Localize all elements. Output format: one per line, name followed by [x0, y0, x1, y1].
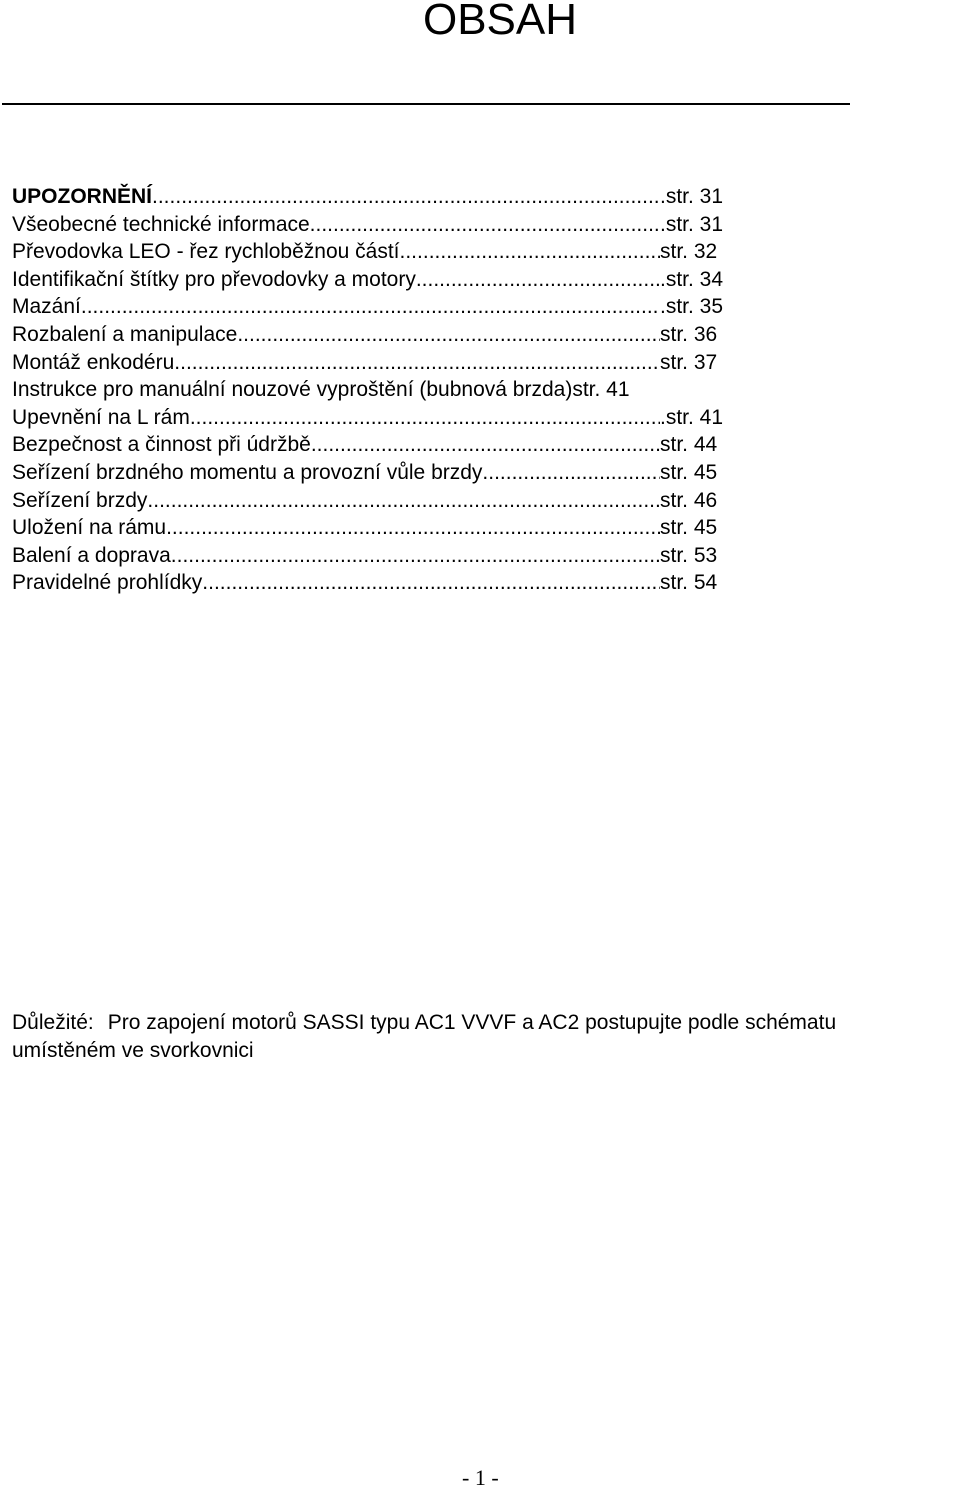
toc-entry: [12, 542, 742, 570]
toc-entry-page: str. 46: [660, 488, 718, 512]
toc-entry-page: str. 45: [660, 460, 718, 484]
note-text: Pro zapojení motorů SASSI typu AC1 VVVF a AC2 postupujte podle schématu: [107, 1011, 837, 1034]
toc-entry-page: str. 36: [660, 322, 718, 346]
toc-entry-page: str. 32: [660, 240, 718, 264]
toc-entry-title: Bezpečnost a činnost při údržbě: [12, 433, 311, 457]
toc-leader: [81, 293, 660, 321]
title-divider: [2, 103, 850, 105]
toc-entry-page: .str. 41: [660, 405, 724, 429]
toc-entry: [12, 431, 742, 459]
page-number: - 1 -: [462, 1465, 499, 1490]
note-line-1: [12, 1009, 960, 1037]
toc-entry-title: Převodovka LEO - řez rychloběžnou částí: [12, 240, 400, 264]
toc-leader: [416, 266, 660, 294]
page-title: OBSAH: [422, 0, 578, 44]
toc-entry: [12, 459, 742, 487]
important-note: [12, 1009, 960, 1065]
toc-entry-title: Identifikační štítky pro převodovky a motory: [12, 267, 416, 291]
toc-entry: [12, 321, 742, 349]
toc-entry-title: Balení a doprava: [12, 543, 171, 567]
toc-entry: [12, 211, 742, 239]
toc-entry: [12, 238, 742, 266]
toc-leader: [190, 404, 660, 432]
toc-entry: [12, 404, 742, 432]
note-line-2: umístěném ve svorkovnici: [12, 1039, 254, 1062]
toc-entry: [12, 514, 742, 542]
toc-leader: [310, 211, 660, 239]
toc-entry: [12, 569, 742, 597]
toc-entry-page: str. 53: [660, 543, 718, 567]
toc-entry-page: .str. 34: [660, 267, 724, 291]
toc-leader: [482, 459, 660, 487]
toc-entry-title: Všeobecné technické informace: [12, 212, 310, 236]
toc-entry-page: .str. 31: [660, 212, 724, 236]
toc-entry-title: UPOZORNĚNÍ: [12, 185, 153, 208]
toc-entry-page: str. 41: [572, 378, 630, 402]
toc-entry-title: Seřízení brzdy: [12, 488, 148, 512]
toc-entry-page: .str. 35: [660, 295, 724, 319]
toc-entry: [12, 487, 742, 515]
toc-entry-title: Uložení na rámu: [12, 516, 167, 540]
note-label: Důležité:: [12, 1011, 94, 1034]
toc-entry: [12, 349, 742, 377]
toc-entry-title: Upevnění na L rám: [12, 405, 190, 429]
toc-leader: [400, 238, 660, 266]
toc-entry-title: Instrukce pro manuální nouzové vyproštění (bubnová brzda): [12, 378, 573, 402]
toc-entry-title: Rozbalení a manipulace: [12, 322, 238, 346]
toc-entry-page: str. 37: [660, 350, 718, 374]
toc-leader: [152, 183, 660, 211]
toc-entry: [12, 266, 742, 294]
toc-entry-page: .str. 31: [660, 185, 724, 208]
toc-entry-page: str. 44: [660, 433, 718, 457]
table-of-contents: [12, 183, 742, 597]
toc-entry: [12, 293, 742, 321]
toc-entry-page: str. 45: [660, 516, 718, 540]
toc-entry-page: str. 54: [660, 571, 718, 595]
toc-leader: [311, 431, 660, 459]
toc-leader: [171, 542, 660, 570]
toc-entry: [12, 376, 742, 404]
toc-entry-title: Mazání: [12, 295, 81, 319]
toc-leader: [147, 487, 660, 515]
toc-leader: [174, 349, 660, 377]
toc-leader: [166, 514, 660, 542]
toc-leader: [202, 569, 660, 597]
toc-entry-title: Pravidelné prohlídky: [12, 571, 203, 595]
toc-entry-title: Seřízení brzdného momentu a provozní vůle brzdy: [12, 460, 483, 484]
toc-entry-title: Montáž enkodéru: [12, 350, 175, 374]
toc-entry-warning: [12, 183, 742, 211]
toc-leader: [237, 321, 660, 349]
